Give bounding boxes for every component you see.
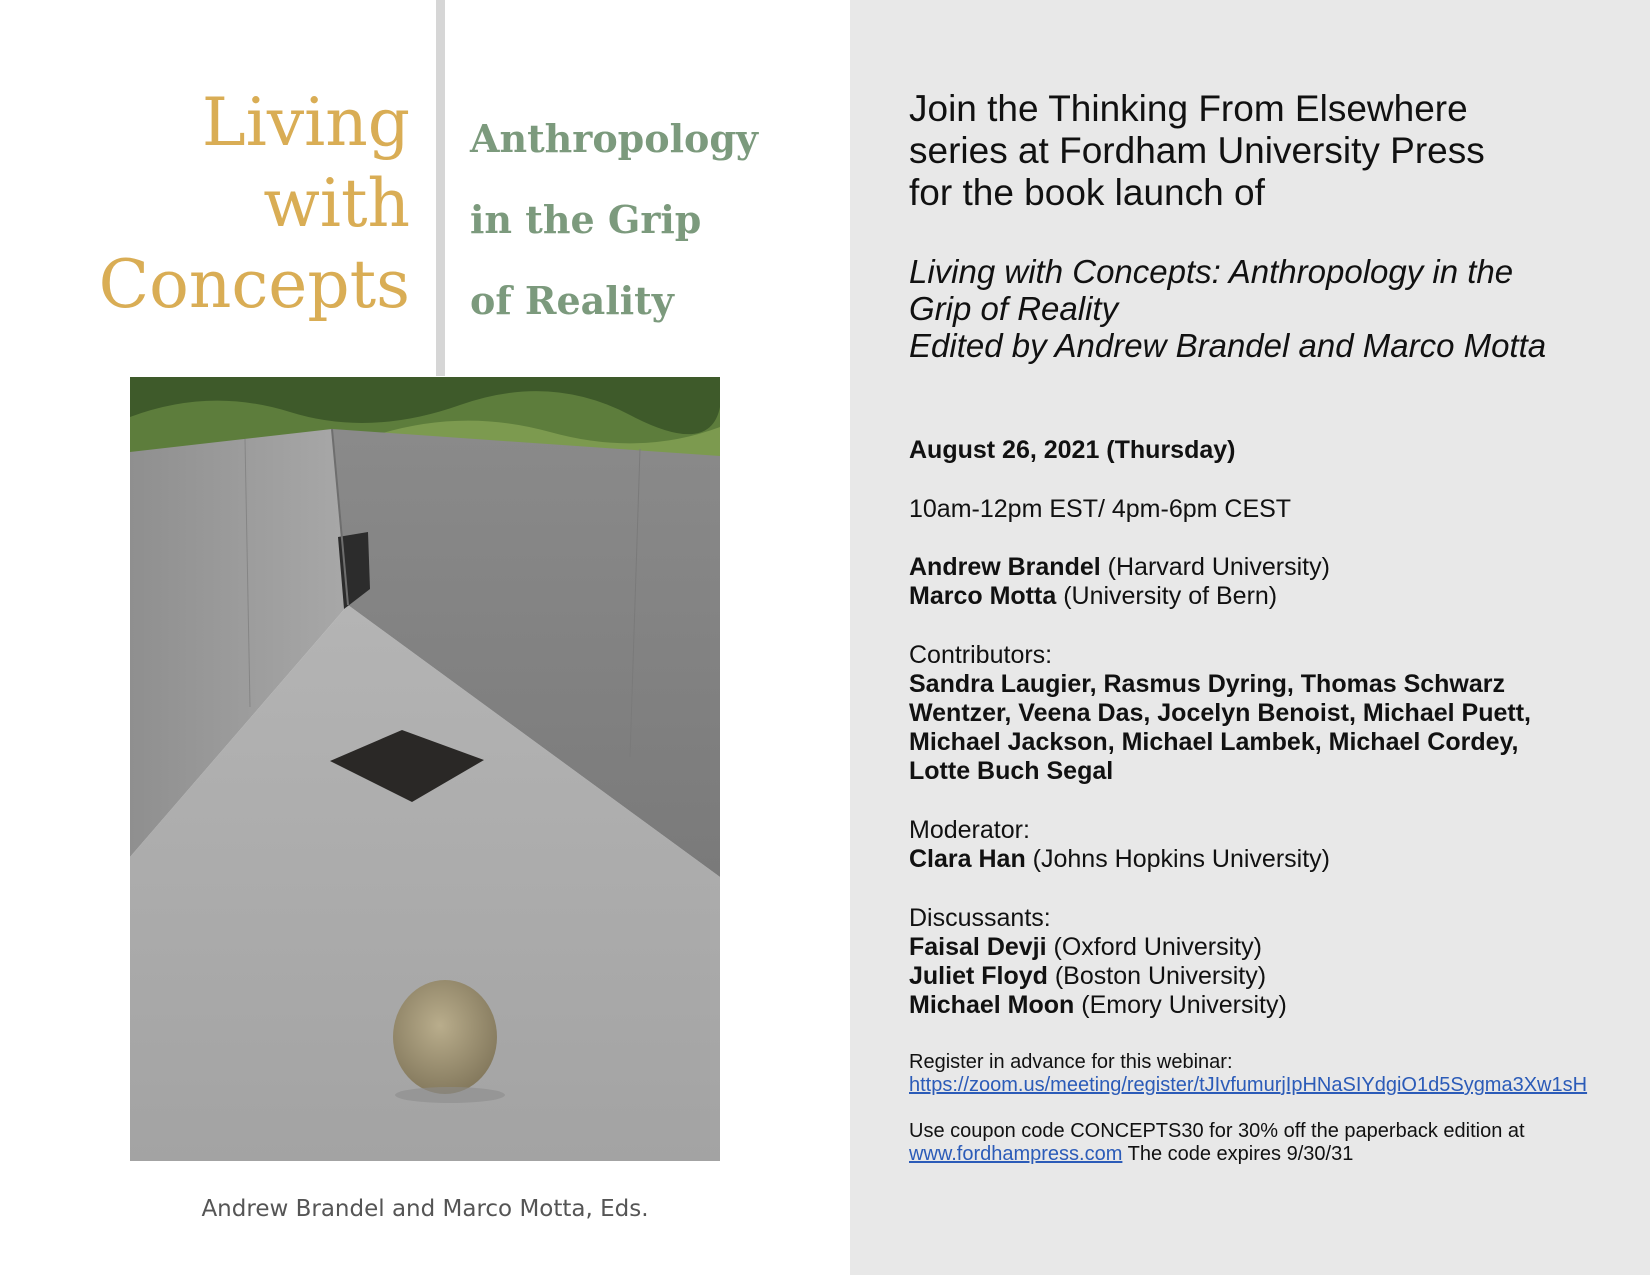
contributors-line: Wentzer, Veena Das, Jocelyn Benoist, Michael Puett, <box>909 699 1531 727</box>
person-name: Juliet Floyd <box>909 962 1048 990</box>
moderator-label: Moderator: <box>909 816 1030 844</box>
event-date: August 26, 2021 (Thursday) <box>909 436 1236 464</box>
list-item <box>909 933 1287 962</box>
book-editors-line: Edited by Andrew Brandel and Marco Motta <box>909 327 1547 364</box>
contributors-line: Lotte Buch Segal <box>909 757 1114 785</box>
list-item <box>909 962 1287 991</box>
event-info-panel <box>850 0 1650 1275</box>
contributors-section <box>909 641 1531 786</box>
event-time: 10am-12pm EST/ 4pm-6pm CEST <box>909 495 1292 523</box>
register-section <box>909 1051 1587 1097</box>
list-item <box>909 582 1330 611</box>
cover-subtitle <box>470 98 758 341</box>
contributors-label: Contributors: <box>909 641 1053 669</box>
book-title <box>909 253 1546 364</box>
person-affiliation: (Johns Hopkins University) <box>1032 845 1330 873</box>
person-name: Andrew Brandel <box>909 553 1101 581</box>
discussants-label: Discussants: <box>909 904 1051 932</box>
event-intro <box>909 88 1485 214</box>
intro-line: for the book launch of <box>909 172 1265 213</box>
cover-editors: Andrew Brandel and Marco Motta, Eds. <box>201 1196 649 1222</box>
person-affiliation: (Boston University) <box>1054 962 1267 990</box>
moderator-section <box>909 816 1330 874</box>
contributors-line: Sandra Laugier, Rasmus Dyring, Thomas Schwarz <box>909 670 1506 698</box>
coupon-expiry: The code expires 9/30/31 <box>1127 1143 1354 1165</box>
website-link[interactable]: www.fordhampress.com <box>909 1143 1123 1165</box>
person-affiliation: (Harvard University) <box>1107 553 1330 581</box>
list-item <box>909 845 1330 874</box>
cover-title-line: Concepts <box>98 246 410 323</box>
cover-title-line: with <box>263 165 410 242</box>
register-link[interactable]: https://zoom.us/meeting/register/tJIvfumurjIpHNaSIYdgiO1d5Sygma3Xw1sH <box>909 1074 1588 1096</box>
cover-subtitle-line: of Reality <box>470 278 674 323</box>
discussants-section <box>909 904 1287 1020</box>
editors-list <box>909 553 1330 611</box>
cover-subtitle-line: Anthropology <box>470 116 759 161</box>
book-title-line: Living with Concepts: Anthropology in the <box>909 253 1514 290</box>
cover-subtitle-line: in the Grip <box>470 197 702 242</box>
person-name: Michael Moon <box>909 991 1075 1019</box>
coupon-section <box>909 1120 1525 1166</box>
contributors-line: Michael Jackson, Michael Lambek, Michael Cordey, <box>909 728 1519 756</box>
list-item <box>909 553 1330 582</box>
cover-title-line: Living <box>201 84 410 161</box>
intro-line: series at Fordham University Press <box>909 130 1485 171</box>
coupon-text: Use coupon code CONCEPTS30 for 30% off the paperback edition at <box>909 1120 1525 1142</box>
person-affiliation: (Oxford University) <box>1053 933 1262 961</box>
coupon-expiry-line <box>909 1143 1525 1166</box>
intro-line: Join the Thinking From Elsewhere <box>909 88 1468 129</box>
person-affiliation: (Emory University) <box>1081 991 1287 1019</box>
book-title-line: Grip of Reality <box>909 290 1119 327</box>
person-name: Clara Han <box>909 845 1026 873</box>
list-item <box>909 991 1287 1020</box>
person-name: Marco Motta <box>909 582 1057 610</box>
person-name: Faisal Devji <box>909 933 1047 961</box>
cover-photo <box>130 377 720 1161</box>
register-text: Register in advance for this webinar: <box>909 1051 1233 1073</box>
person-affiliation: (University of Bern) <box>1063 582 1278 610</box>
cover-divider <box>436 0 445 376</box>
cover-title <box>0 82 410 325</box>
